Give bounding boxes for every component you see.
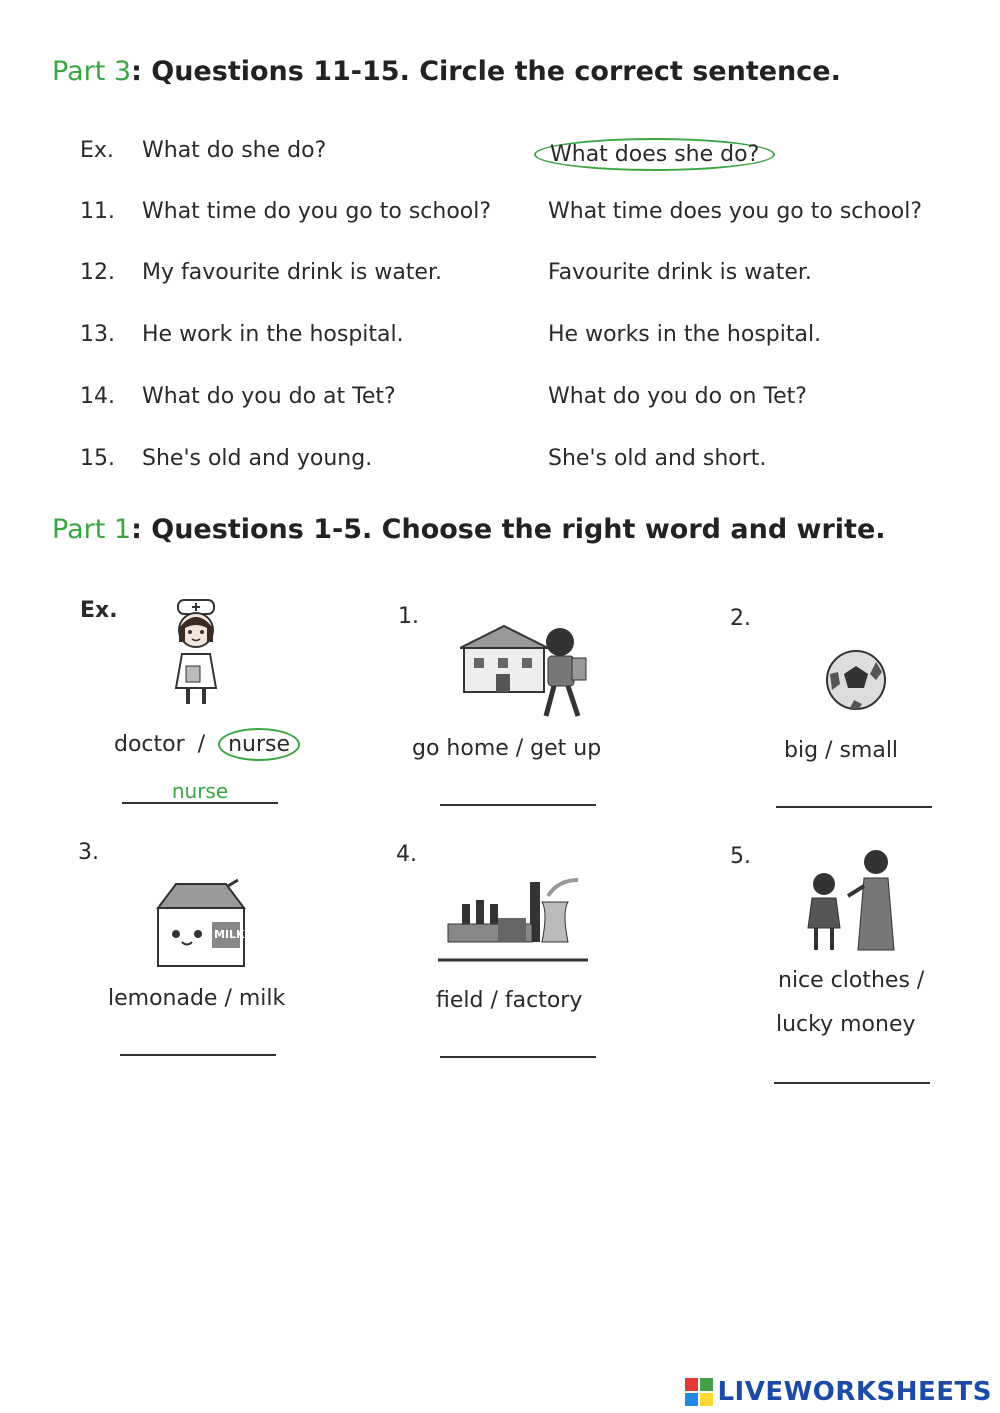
option-a[interactable]: What time do you go to school?	[142, 199, 492, 224]
answer-line[interactable]	[120, 1054, 276, 1056]
question-number: Ex.	[80, 138, 114, 163]
factory-icon	[438, 872, 588, 972]
part1-instruction: : Questions 1-5. Choose the right word and write.	[131, 514, 886, 545]
brand-name: LIVEWORKSHEETS	[717, 1377, 992, 1407]
option-a[interactable]: What do she do?	[142, 138, 327, 163]
option-a[interactable]: What do you do at Tet?	[142, 384, 396, 409]
word-item-3	[78, 840, 338, 1080]
item-number: 4.	[396, 842, 417, 867]
answer-line[interactable]	[776, 806, 932, 808]
nurse-icon	[160, 598, 232, 714]
option-b-circled[interactable]: What does she do?	[534, 138, 775, 171]
item-number: 5.	[730, 844, 751, 869]
answer-line[interactable]	[440, 1056, 596, 1058]
item-number: Ex.	[80, 598, 118, 623]
choice-text[interactable]: lemonade / milk	[108, 986, 286, 1011]
question-number: 13.	[80, 322, 115, 347]
part1-heading	[52, 514, 886, 545]
item-number: 2.	[730, 606, 751, 631]
brand-logo[interactable]	[685, 1377, 992, 1407]
question-number: 11.	[80, 199, 115, 224]
answer-text[interactable]: nurse	[171, 779, 229, 803]
part3-instruction: : Questions 11-15. Circle the correct sentence.	[131, 56, 841, 87]
milk-carton-icon	[152, 878, 252, 976]
question-number: 15.	[80, 446, 115, 471]
option-a[interactable]: My favourite drink is water.	[142, 260, 442, 285]
choice-separator: /	[197, 732, 206, 757]
part1-label: Part 1	[52, 514, 132, 545]
option-b[interactable]: What time does you go to school?	[548, 199, 923, 224]
school-boy-icon	[460, 618, 600, 734]
option-a[interactable]: She's old and young.	[142, 446, 373, 471]
part3-label: Part 3	[52, 56, 132, 87]
question-number: 14.	[80, 384, 115, 409]
option-b[interactable]: She's old and short.	[548, 446, 767, 471]
mother-child-icon	[800, 846, 910, 964]
answer-line[interactable]	[774, 1082, 930, 1084]
question-row-14	[0, 384, 1000, 424]
answer-line[interactable]	[440, 804, 596, 806]
choice-text[interactable]: big / small	[784, 738, 899, 763]
choice-text[interactable]: go home / get up	[412, 736, 602, 761]
question-row-13	[0, 322, 1000, 362]
part3-heading	[52, 56, 841, 87]
word-item-5	[730, 844, 990, 1084]
ball-icon	[824, 648, 888, 718]
question-row-12	[0, 260, 1000, 300]
option-b[interactable]: What do you do on Tet?	[548, 384, 807, 409]
choice-a[interactable]: doctor	[114, 732, 185, 757]
word-item-4	[396, 842, 656, 1082]
brand-mark-icon	[685, 1378, 713, 1406]
option-a[interactable]: He work in the hospital.	[142, 322, 404, 347]
item-number: 3.	[78, 840, 99, 865]
option-b[interactable]: He works in the hospital.	[548, 322, 822, 347]
question-row-11	[0, 199, 1000, 239]
choice-text[interactable]: field / factory	[436, 988, 583, 1013]
carton-label: MILK	[214, 928, 245, 941]
choice-line-2[interactable]: lucky money	[776, 1012, 916, 1037]
choice-pair	[114, 732, 300, 757]
question-number: 12.	[80, 260, 115, 285]
choice-b-circled[interactable]: nurse	[218, 728, 300, 761]
answer-line[interactable]	[122, 802, 278, 804]
item-number: 1.	[398, 604, 419, 629]
word-item-1	[398, 604, 658, 844]
word-item-example	[80, 598, 340, 838]
word-item-2	[730, 606, 990, 846]
option-b[interactable]: Favourite drink is water.	[548, 260, 812, 285]
question-row-15	[0, 446, 1000, 486]
question-row-example	[0, 138, 1000, 178]
choice-line-1[interactable]: nice clothes /	[778, 968, 925, 993]
